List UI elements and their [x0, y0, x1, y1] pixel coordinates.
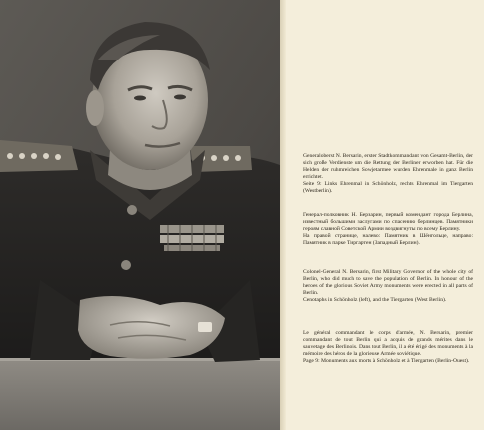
- caption-english-sub: Cenotaphs in Schönholz (left), and the Tiergarten (West Berlin).: [303, 297, 447, 304]
- caption-english: [303, 269, 473, 304]
- caption-russian-main: Генерал-полковник Н. Берзарин, первый комендант города Берлина, известный большими заслугами по спасению берлинцев. Памятники героям славной Советской Армии воздвигнуты по всему Берлину.: [303, 212, 473, 233]
- caption-russian-sub: На правой странице, налево: Памятник в Шёнгольце, направо: Памятник в парке Тиргартен (Западный Берлин).: [303, 233, 473, 247]
- caption-english-main: Colonel-General N. Bersarin, first Military Governor of the whole city of Berlin, who did much to save the population of Berlin. In honour of the heroes of the glorious Soviet Army monuments were erected in all parts of Berlin.: [303, 269, 473, 297]
- caption-russian: [303, 212, 473, 247]
- caption-french: [303, 330, 473, 365]
- caption-german-main: Generaloberst N. Bersarin, erster Stadtkommandant von Gesamt-Berlin, der sich große Verdienste um die Rettung der Berliner erworben hat. Für die Helden der ruhmreichen Sowjetarmee wurden Ehrenmale in ganz Berlin errichtet.: [303, 153, 473, 181]
- caption-german-sub: Seite 9: Links Ehrenmal in Schönholz, rechts Ehrenmal im Tiergarten (Westberlin).: [303, 181, 473, 195]
- caption-german: [303, 153, 473, 196]
- caption-french-main: Le général commandant le corps d'armée, N. Bersarin, premier commandant de tout Berlin qui a acquis de grands mérites dans le sauvetage des Berlinois. Dans tout Berlin, il a été érigé des monuments à la mémoire des héros de la glorieuse Armée soviétique.: [303, 330, 473, 358]
- caption-french-sub: Page 9: Monuments aux morts à Schönholz et à Tiergarten (Berlin-Ouest).: [303, 358, 470, 365]
